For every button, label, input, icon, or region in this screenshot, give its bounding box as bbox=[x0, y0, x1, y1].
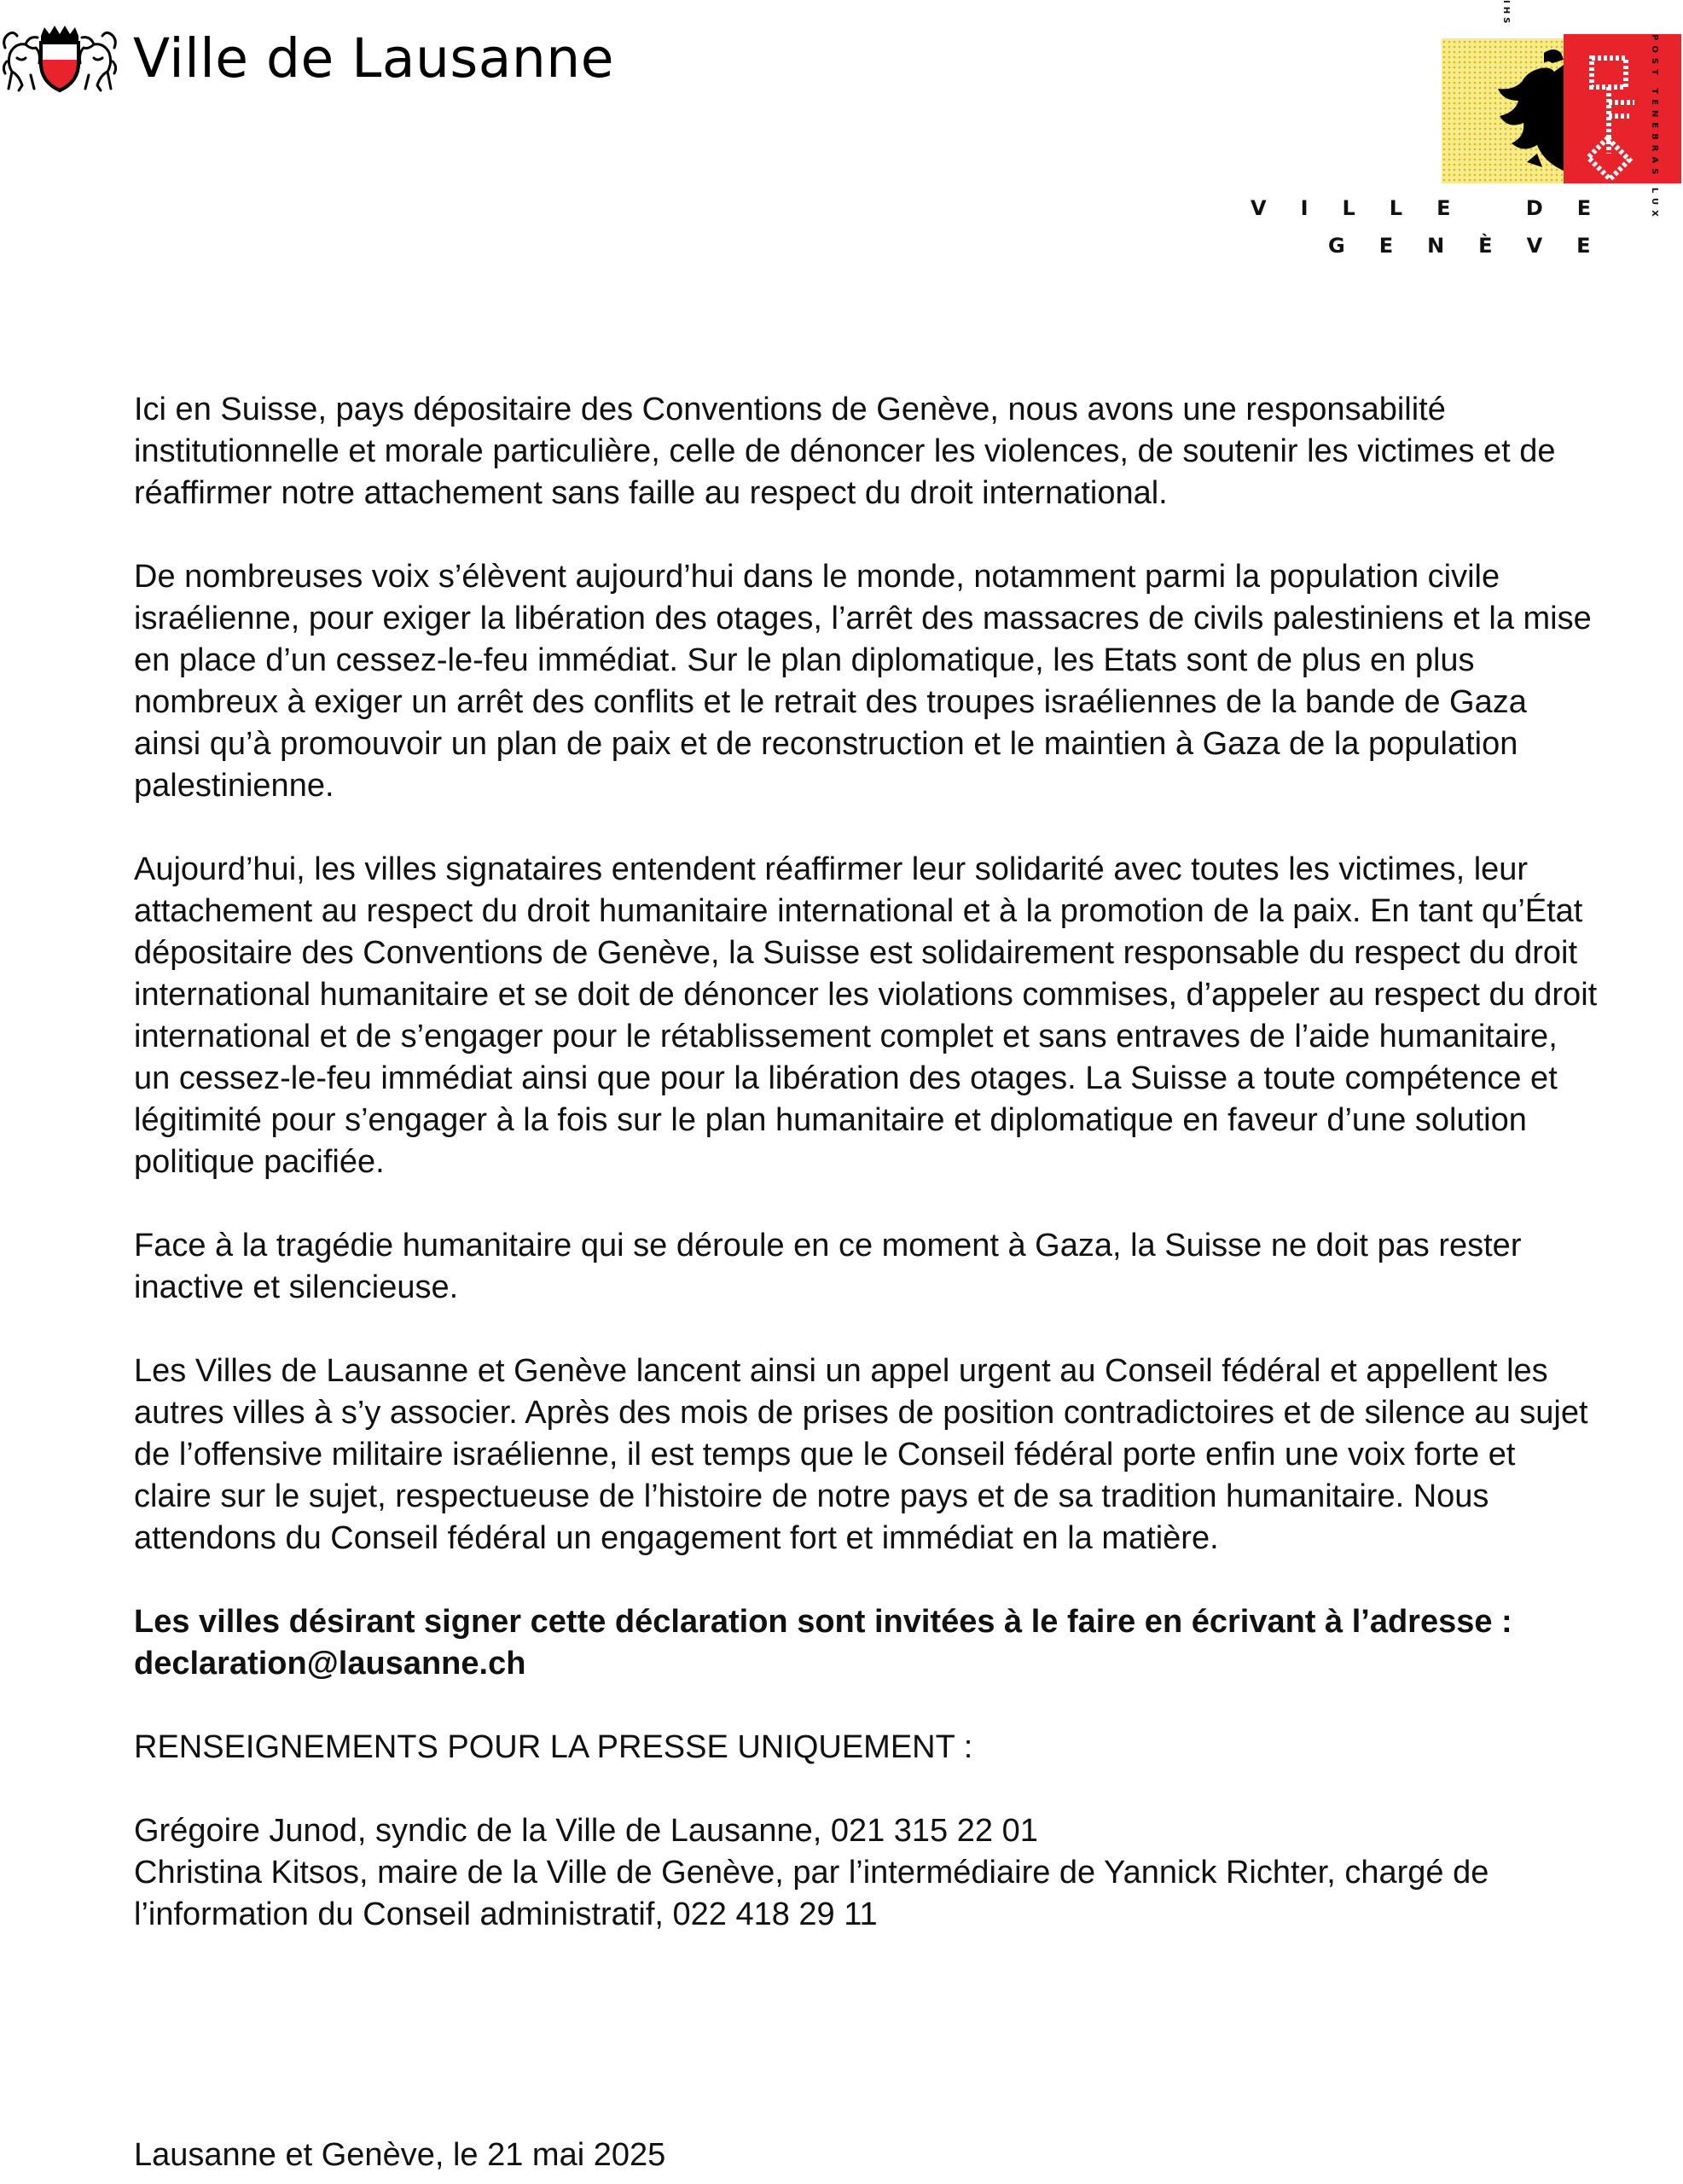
paragraph-tragedie: Face à la tragédie humanitaire qui se déroule en ce moment à Gaza, la Suisse ne doit pas rester inactive et silencieuse. bbox=[134, 1228, 1522, 1305]
geneve-motto-top: IHS bbox=[1501, 0, 1511, 27]
document-body bbox=[134, 389, 1601, 1936]
lausanne-logo bbox=[0, 24, 614, 96]
press-heading: RENSEIGNEMENTS POUR LA PRESSE UNIQUEMENT : bbox=[134, 1729, 973, 1765]
contact-lausanne: Grégoire Junod, syndic de la Ville de Lausanne, 021 315 22 01 bbox=[134, 1813, 1038, 1849]
closing-date-line: Lausanne et Genève, le 21 mai 2025 bbox=[134, 2137, 666, 2173]
lausanne-wordmark: Ville de Lausanne bbox=[133, 26, 614, 90]
paragraph-responsabilite: Ici en Suisse, pays dépositaire des Conventions de Genève, nous avons une responsabilité institutionnelle et morale particulière, celle de dénoncer les violences, de soutenir les victimes et de réaffirmer notre attachement sans faille au respect du droit international. bbox=[134, 392, 1556, 511]
paragraph-voix: De nombreuses voix s’élèvent aujourd’hui dans le monde, notamment parmi la population civile israélienne, pour exiger la libération des otages, l’arrêt des massacres de civils palestiniens et la mise en place d’un cessez-le-feu immédiat. Sur le plan diplomatique, les Etats sont de plus en plus nombreux à exiger un arrêt des conflits et le retrait des troupes israéliennes de la bande de Gaza ainsi qu’à promouvoir un plan de paix et de reconstruction et le maintien à Gaza de la population palestinienne. bbox=[134, 559, 1592, 804]
geneve-motto: POST TENEBRAS LUX bbox=[1650, 34, 1659, 222]
lausanne-coat-of-arms-icon bbox=[0, 24, 119, 96]
geneve-wordmark-line2: GENÈVE bbox=[1328, 234, 1625, 258]
geneve-logo bbox=[1228, 0, 1683, 264]
paragraph-solidarite: Aujourd’hui, les villes signataires entendent réaffirmer leur solidarité avec toutes les victimes, leur attachement au respect du droit humanitaire international et à la promotion de la paix. En tant qu’État dépositaire des Conventions de Genève, la Suisse est solidairement responsable du respect du droit international humanitaire et se doit de dénoncer les violations commises, d’appeler au respect du droit international et de s’engager pour le rétablissement complet et sans entraves de l’aide humanitaire, un cessez-le-feu immédiat ainsi que pour la libération des otages. La Suisse a toute compétence et légitimité pour s’engager à la fois sur le plan humanitaire et diplomatique en faveur d’une solution politique pacifiée. bbox=[134, 851, 1598, 1180]
paragraph-appel: Les Villes de Lausanne et Genève lancent ainsi un appel urgent au Conseil fédéral et appellent les autres villes à s’y associer. Après des mois de prises de position contradictoires et de silence au sujet de l’offensive militaire israélienne, il est temps que le Conseil fédéral porte enfin une voix forte et claire sur le sujet, respectueuse de l’histoire de notre pays et de sa tradition humanitaire. Nous attendons du Conseil fédéral un engagement fort et immédiat en la matière. bbox=[134, 1353, 1588, 1556]
geneve-wordmark-line1: VILLE DE bbox=[1251, 196, 1626, 220]
contact-geneve: Christina Kitsos, maire de la Ville de Genève, par l’intermédiaire de Yannick Richter, chargé de l’information du Conseil administratif, 022 418 29 11 bbox=[134, 1855, 1489, 1932]
signature-invitation: Les villes désirant signer cette déclaration sont invitées à le faire en écrivant à l’adresse : declaration@lausanne.ch bbox=[134, 1604, 1512, 1682]
